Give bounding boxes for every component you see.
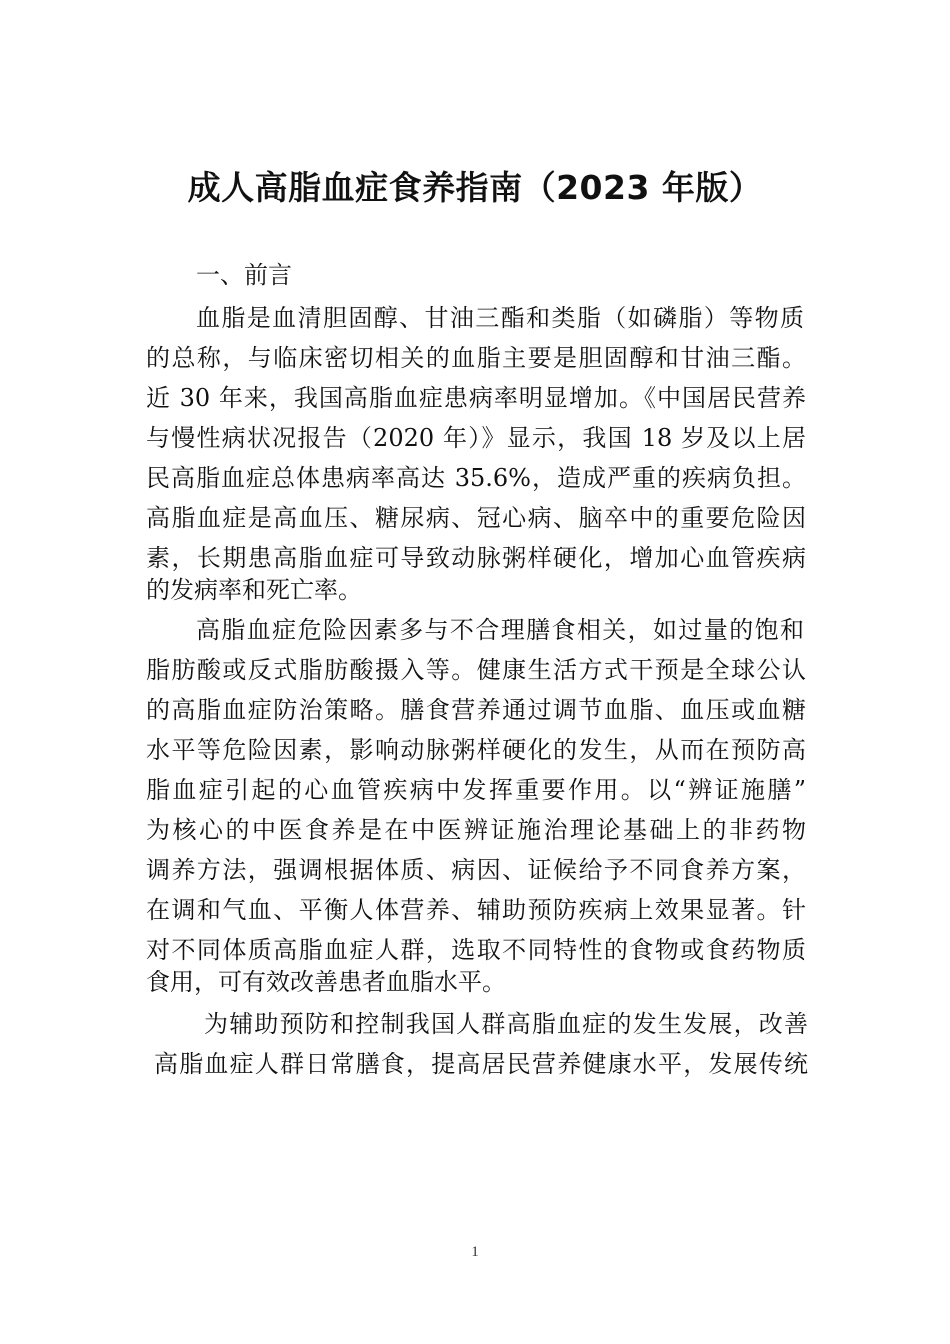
paragraph-line: 在调和气血、平衡人体营养、辅助预防疾病上效果显著。针 — [146, 896, 806, 924]
paragraph-line: 高脂血症人群日常膳食，提高居民营养健康水平，发展传统 — [154, 1050, 808, 1078]
document-title: 成人高脂血症食养指南（2023 年版） — [187, 168, 763, 207]
paragraph-line: 高脂血症是高血压、糖尿病、冠心病、脑卒中的重要危险因 — [146, 504, 806, 532]
paragraph-line: 脂血症引起的心血管疾病中发挥重要作用。以“辨证施膳” — [146, 776, 806, 804]
paragraph-line: 素，长期患高脂血症可导致动脉粥样硬化，增加心血管疾病 — [146, 544, 806, 572]
paragraph-line: 水平等危险因素，影响动脉粥样硬化的发生，从而在预防高 — [146, 736, 806, 764]
paragraph-line: 调养方法，强调根据体质、病因、证候给予不同食养方案， — [146, 856, 806, 884]
paragraph-line: 对不同体质高脂血症人群，选取不同特性的食物或食药物质 — [146, 936, 806, 964]
paragraph-line: 的高脂血症防治策略。膳食营养通过调节血脂、血压或血糖 — [146, 696, 806, 724]
paragraph-line: 近 30 年来，我国高脂血症患病率明显增加。《中国居民营养 — [146, 384, 806, 412]
paragraph-line: 为核心的中医食养是在中医辨证施治理论基础上的非药物 — [146, 816, 806, 844]
paragraph-line: 的总称，与临床密切相关的血脂主要是胆固醇和甘油三酯。 — [146, 344, 806, 372]
paragraph-line: 食用，可有效改善患者血脂水平。 — [146, 968, 506, 996]
paragraph-line: 为辅助预防和控制我国人群高脂血症的发生发展，改善 — [204, 1010, 808, 1038]
section-heading: 一、前言 — [196, 261, 292, 289]
paragraph-line: 民高脂血症总体患病率高达 35.6%，造成严重的疾病负担。 — [146, 464, 806, 492]
paragraph-line: 血脂是血清胆固醇、甘油三酯和类脂（如磷脂）等物质 — [196, 304, 804, 332]
paragraph-line: 的发病率和死亡率。 — [146, 576, 362, 604]
page-number: 1 — [471, 1244, 479, 1260]
paragraph-line: 与慢性病状况报告（2020 年）》显示，我国 18 岁及以上居 — [146, 424, 806, 452]
paragraph-line: 高脂血症危险因素多与不合理膳食相关，如过量的饱和 — [196, 616, 804, 644]
paragraph-line: 脂肪酸或反式脂肪酸摄入等。健康生活方式干预是全球公认 — [146, 656, 806, 684]
